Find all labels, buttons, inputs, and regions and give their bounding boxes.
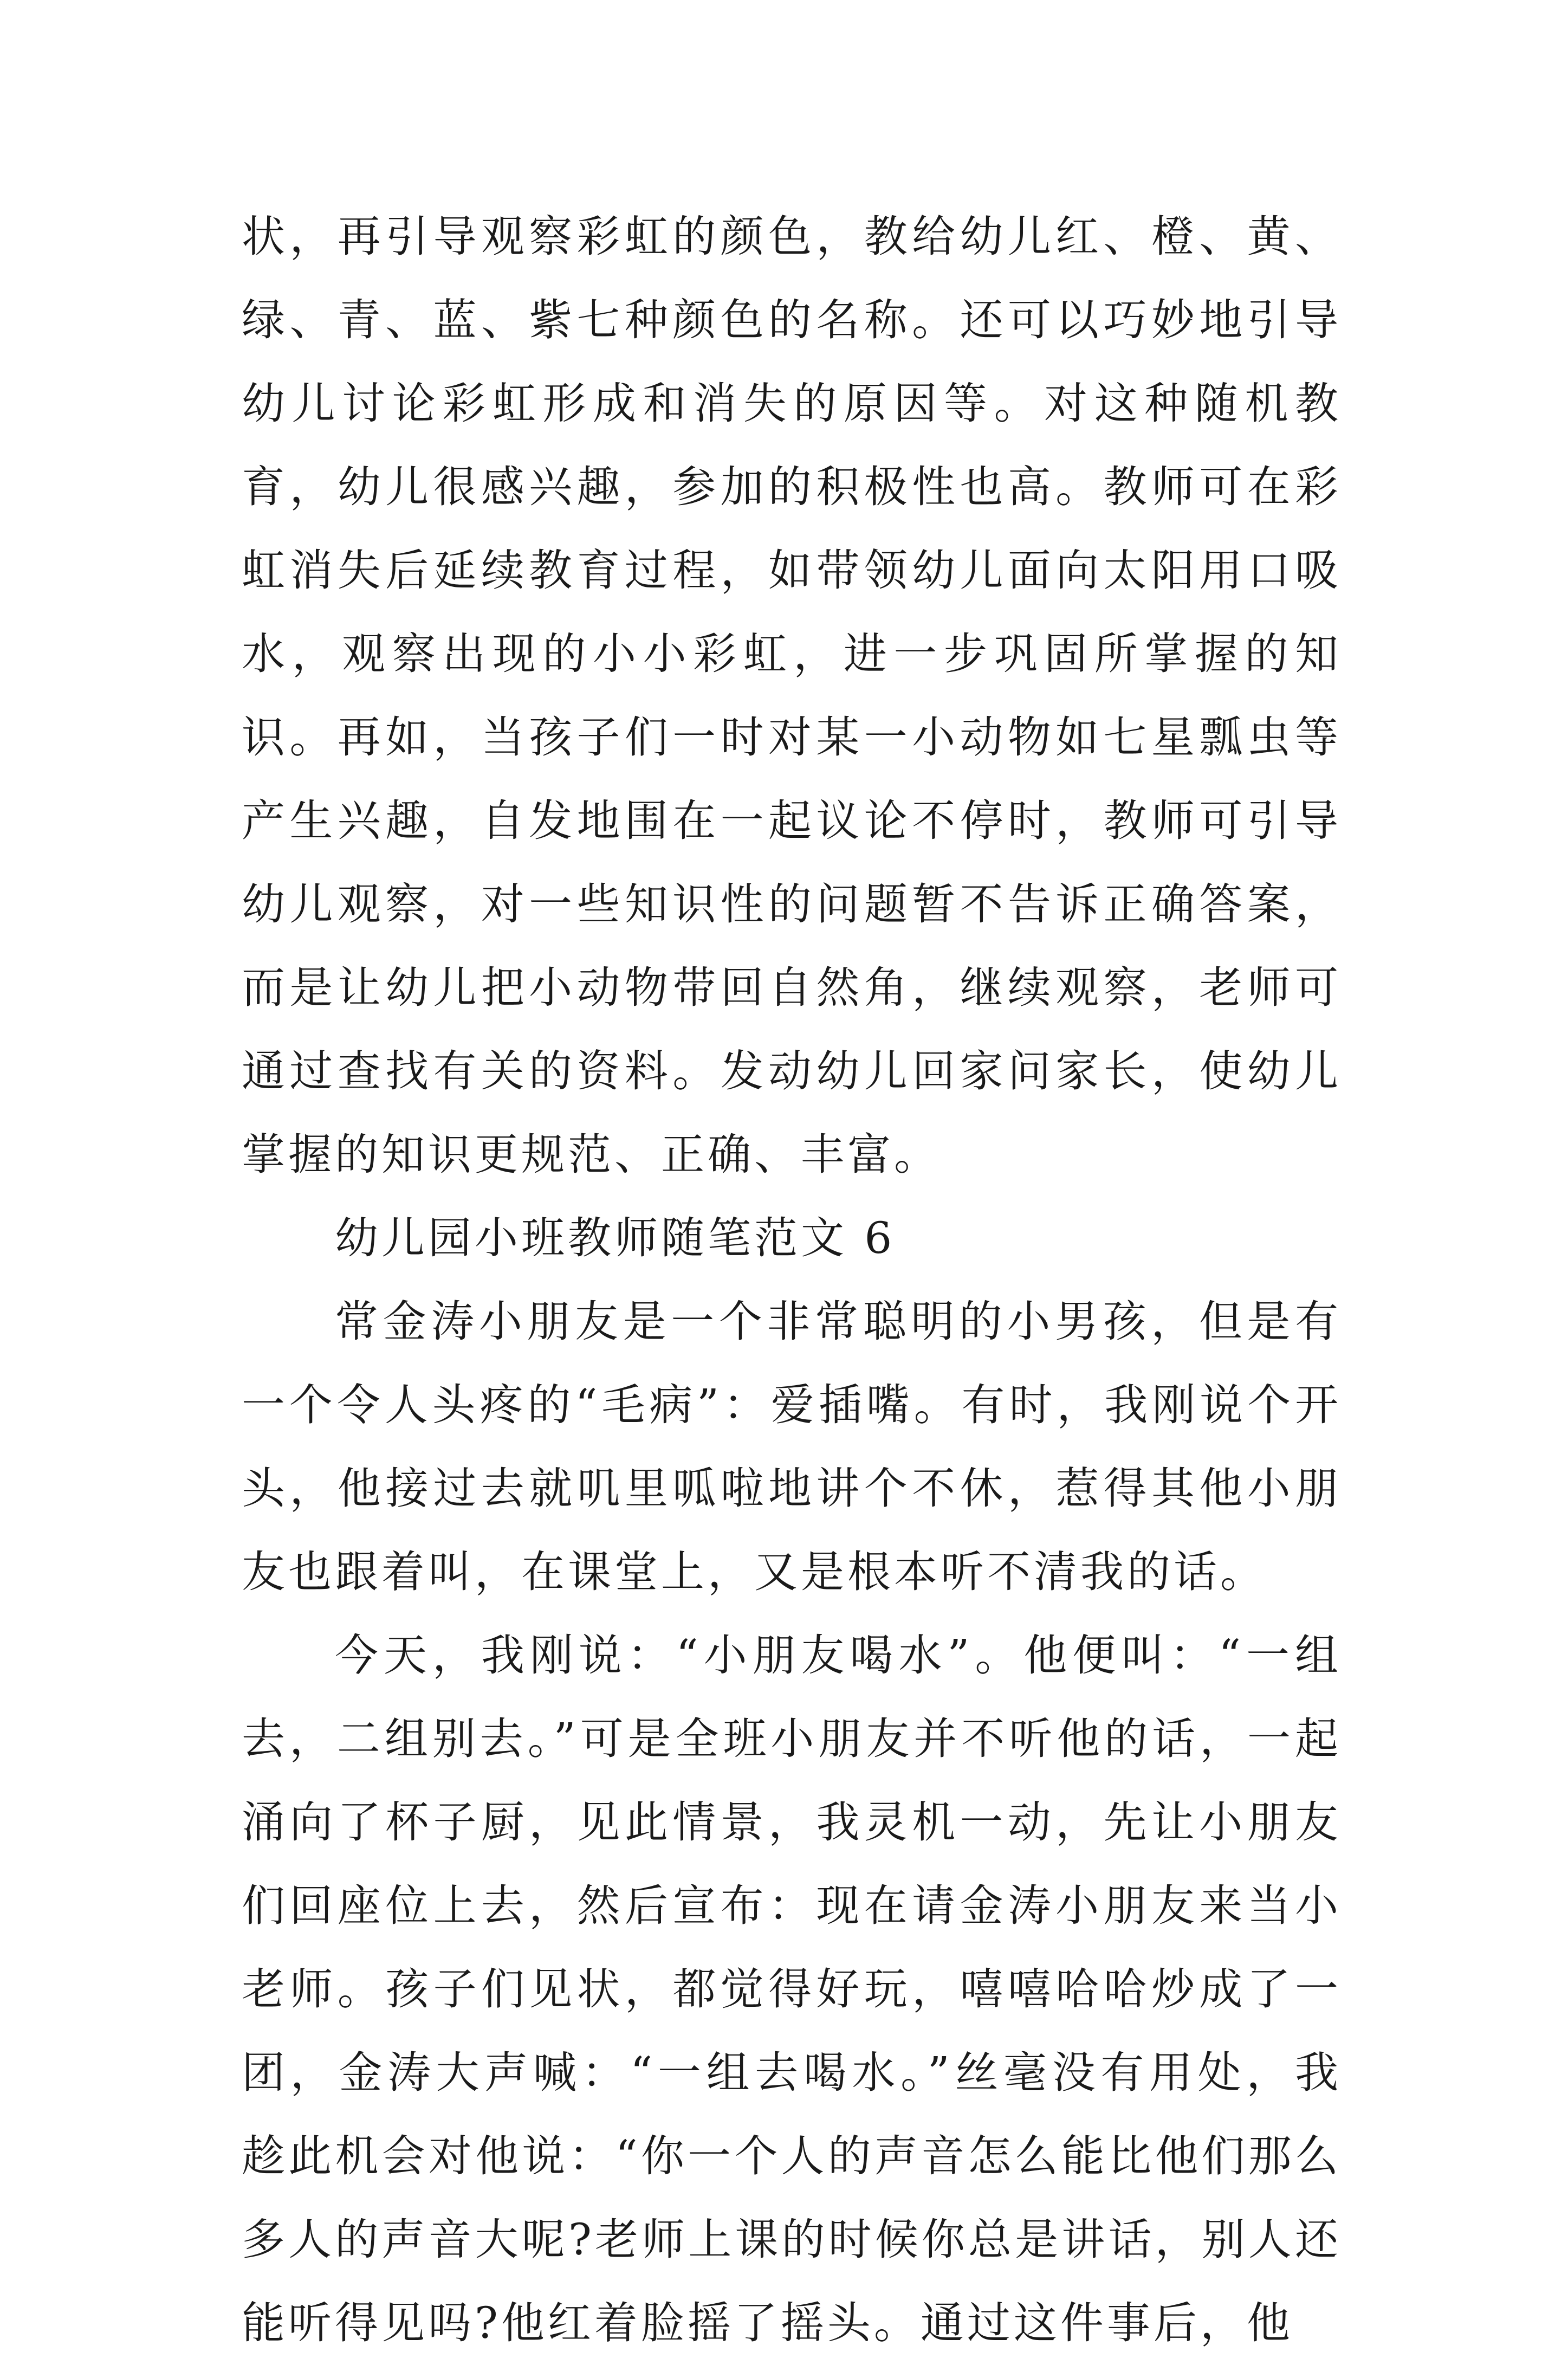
section-heading: 幼儿园小班教师随笔范文 6 — [335, 1213, 896, 1263]
paragraph-1: 常金涛小朋友是一个非常聪明的小男孩，但是有一个令人头疼的“毛病”：爱插嘴。有时，我刚说个开头，他接过去就叽里呱啦地讲个不休，惹得其他小朋友也跟着叫，在课堂上，又是根本听不清我的话。 — [242, 1296, 1342, 1597]
paragraph-2: 今天，我刚说：“小朋友喝水”。他便叫：“一组去，二组别去。”可是全班小朋友并不听他的话，一起涌向了杯子厨，见此情景，我灵机一动，先让小朋友们回座位上去，然后宣布：现在请金涛小朋友来当小老师。孩子们见状，都觉得好玩，嘻嘻哈哈炒成了一团，金涛大声喊：“一组去喝水。”丝毫没有用处，我趁此机会对他说：“你一个人的声音怎么能比他们那么多人的声音大呢?老师上课的时候你总是讲话，别人还能听得见吗?他红着脸摇了摇头。通过这件事后，他 — [242, 1630, 1342, 2348]
paragraph-continued: 状，再引导观察彩虹的颜色，教给幼儿红、橙、黄、绿、青、蓝、紫七种颜色的名称。还可以巧妙地引导幼儿讨论彩虹形成和消失的原因等。对这种随机教育，幼儿很感兴趣，参加的积极性也高。教师可在彩虹消失后延续教育过程，如带领幼儿面向太阳用口吸水，观察出现的小小彩虹，进一步巩固所掌握的知识。再如，当孩子们一时对某一小动物如七星瓢虫等产生兴趣，自发地围在一起议论不停时，教师可引导幼儿观察，对一些知识性的问题暂不告诉正确答案，而是让幼儿把小动物带回自然角，继续观察，老师可通过查找有关的资料。发动幼儿回家问家长，使幼儿掌握的知识更规范、正确、丰富。 — [242, 211, 1342, 1180]
document-body — [242, 195, 1342, 2365]
